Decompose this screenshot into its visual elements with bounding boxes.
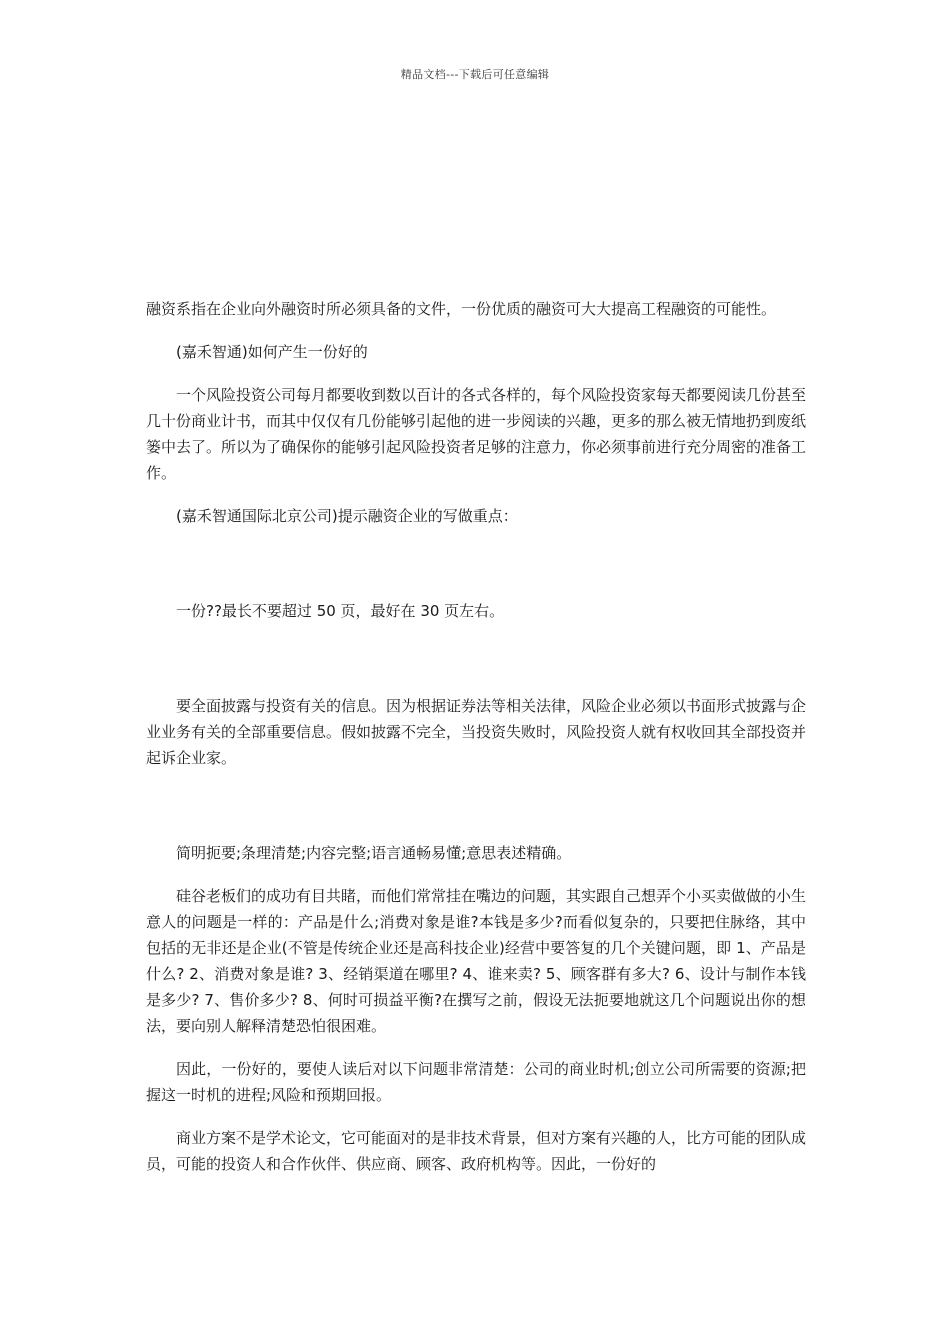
- document-body: [146, 296, 806, 1177]
- paragraph-intro: 融资系指在企业向外融资时所必须具备的文件，一份优质的融资可大大提高工程融资的可能性。: [146, 300, 777, 318]
- paragraph-vc-review: 一个风险投资公司每月都要收到数以百计的各式各样的，每个风险投资家每天都要阅读几份甚至几十份商业计书，而其中仅仅有几份能够引起他的进一步阅读的兴趣，更多的那么被无情地扔到废纸篓中去了。所以为了确保你的能够引起风险投资者足够的注意力，你必须事前进行充分周密的准备工作。: [146, 386, 807, 482]
- page-header: 精品文档---下载后可任意编辑: [400, 68, 550, 81]
- paragraph-concise: 简明扼要;条理清楚;内容完整;语言通畅易懂;意思表述精确。: [176, 844, 572, 862]
- paragraph-disclosure: 要全面披露与投资有关的信息。因为根据证券法等相关法律，风险企业必须以书面形式披露与企业业务有关的全部重要信息。假如披露不完全，当投资失败时，风险投资人就有权收回其全部投资并起诉企业家。: [146, 697, 807, 767]
- paragraph-heading-how: (嘉禾智通)如何产生一份好的: [176, 343, 368, 361]
- paragraph-heading-tips: (嘉禾智通国际北京公司)提示融资企业的写做重点：: [176, 507, 518, 525]
- paragraph-page-length: 一份??最长不要超过 50 页，最好在 30 页左右。: [176, 602, 505, 620]
- paragraph-business-plan: 商业方案不是学术论文，它可能面对的是非技术背景，但对方案有兴趣的人，比方可能的团队成员，可能的投资人和合作伙伴、供应商、顾客、政府机构等。因此，一份好的: [146, 1129, 807, 1173]
- paragraph-silicon-valley: 硅谷老板们的成功有目共睹，而他们常常挂在嘴边的问题，其实跟自己想弄个小买卖做做的小生意人的问题是一样的：产品是什么;消费对象是谁?本钱是多少?而看似复杂的，只要把住脉络，其中包括的无非还是企业(不管是传统企业还是高科技企业)经营中要答复的几个关键问题，即 1、产品是什么? 2、消费对象是谁? 3、经销渠道在哪里? 4、谁来卖? 5、顾客群有多大? 6、设计与制作本钱是多少? 7、售价多少? 8、何时可损益平衡?在撰写之前，假设无法扼要地就这几个问题说出你的想法，要向别人解释清楚恐怕很困难。: [146, 887, 807, 1035]
- paragraph-therefore: 因此，一份好的，要使人读后对以下问题非常清楚：公司的商业时机;创立公司所需要的资源;把握这一时机的进程;风险和预期回报。: [146, 1060, 806, 1104]
